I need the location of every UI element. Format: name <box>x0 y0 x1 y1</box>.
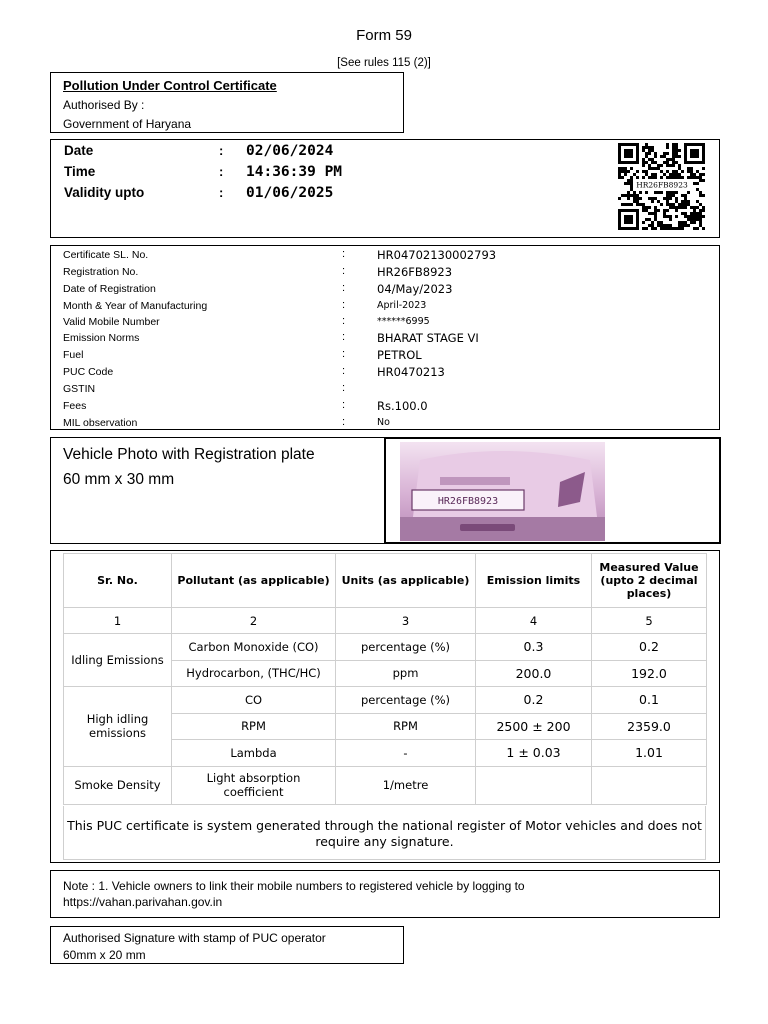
detail-row <box>63 248 703 265</box>
note-box <box>50 870 720 918</box>
detail-label: Fees <box>63 400 87 412</box>
detail-row <box>63 331 703 348</box>
detail-label: MIL observation <box>63 417 138 429</box>
measured-cell: 1.01 <box>592 740 707 767</box>
limit-cell: 200.0 <box>476 660 592 687</box>
signature-box <box>50 926 404 964</box>
table-row <box>64 766 707 804</box>
time-row <box>64 164 484 185</box>
vehicle-photo-caption: Vehicle Photo with Registration plate <box>63 446 315 463</box>
certificate-details-box <box>50 245 720 430</box>
unit-cell: RPM <box>336 713 476 740</box>
signature-size: 60mm x 20 mm <box>63 948 146 962</box>
date-time-box <box>50 139 720 238</box>
colon: : <box>342 331 346 343</box>
detail-label: GSTIN <box>63 383 96 395</box>
detail-row <box>63 399 703 416</box>
note-text: Note : 1. Vehicle owners to link their mobile numbers to registered vehicle by logging to <box>63 879 525 893</box>
detail-value: 04/May/2023 <box>377 282 453 296</box>
authority-name: Government of Haryana <box>63 117 192 131</box>
measured-cell <box>592 766 707 804</box>
column-header: Emission limits <box>476 554 592 608</box>
date-row <box>64 143 484 164</box>
unit-cell: percentage (%) <box>336 687 476 714</box>
colon: : <box>342 282 346 294</box>
detail-value: HR04702130002793 <box>377 248 497 262</box>
limit-cell: 0.3 <box>476 634 592 661</box>
qr-code <box>617 141 707 235</box>
detail-value: ******6995 <box>377 316 430 327</box>
plate-text: HR26FB8923 <box>437 496 499 507</box>
emission-group-label: High idling emissions <box>64 687 172 767</box>
detail-row <box>63 282 703 299</box>
measured-cell: 192.0 <box>592 660 707 687</box>
detail-label: Month & Year of Manufacturing <box>63 300 208 312</box>
detail-label: Certificate SL. No. <box>63 249 149 261</box>
date-label: Date <box>64 143 94 158</box>
signature-caption: Authorised Signature with stamp of PUC operator <box>63 931 326 945</box>
vehicle-photo-size: 60 mm x 30 mm <box>63 471 175 488</box>
pollutant-cell: Lambda <box>172 740 336 767</box>
vehicle-photo-box <box>50 437 720 544</box>
detail-label: Valid Mobile Number <box>63 316 160 328</box>
unit-cell: 1/metre <box>336 766 476 804</box>
validity-value: 01/06/2025 <box>246 185 334 201</box>
unit-cell: ppm <box>336 660 476 687</box>
unit-cell: percentage (%) <box>336 634 476 661</box>
pollutant-cell: Hydrocarbon, (THC/HC) <box>172 660 336 687</box>
detail-value: April-2023 <box>377 300 427 311</box>
time-value: 14:36:39 PM <box>246 164 343 180</box>
detail-value: HR0470213 <box>377 365 445 379</box>
qr-label: HR26FB8923 <box>636 180 688 190</box>
column-header: Units (as applicable) <box>336 554 476 608</box>
column-number: 4 <box>476 608 592 634</box>
detail-label: Date of Registration <box>63 283 156 295</box>
detail-row <box>63 315 703 332</box>
colon: : <box>342 265 346 277</box>
colon: : <box>342 416 346 428</box>
emission-results-box <box>50 550 720 863</box>
limit-cell: 2500 ± 200 <box>476 713 592 740</box>
pollutant-cell: CO <box>172 687 336 714</box>
table-row <box>64 634 707 661</box>
detail-label: PUC Code <box>63 366 114 378</box>
vahan-link[interactable]: https://vahan.parivahan.gov.in <box>63 894 223 909</box>
detail-row <box>63 416 703 433</box>
pollutant-cell: RPM <box>172 713 336 740</box>
emission-group-label: Idling Emissions <box>64 634 172 687</box>
detail-value: No <box>377 417 390 428</box>
unit-cell: - <box>336 740 476 767</box>
detail-value: Rs.100.0 <box>377 399 428 413</box>
validity-label: Validity upto <box>64 185 145 200</box>
detail-row <box>63 365 703 382</box>
rules-reference: [See rules 115 (2)] <box>337 57 431 69</box>
detail-label: Fuel <box>63 349 84 361</box>
colon: : <box>219 143 224 158</box>
vehicle-photo-frame <box>384 437 721 544</box>
pollutant-cell: Carbon Monoxide (CO) <box>172 634 336 661</box>
table-row <box>64 687 707 714</box>
colon: : <box>342 248 346 260</box>
colon: : <box>342 299 346 311</box>
colon: : <box>342 348 346 360</box>
column-number: 5 <box>592 608 707 634</box>
colon: : <box>342 365 346 377</box>
detail-value: HR26FB8923 <box>377 265 453 279</box>
authorised-by-label: Authorised By : <box>63 98 145 112</box>
vehicle-photo-image <box>400 442 605 541</box>
certificate-authority-box <box>50 72 404 133</box>
colon: : <box>219 164 224 179</box>
colon: : <box>342 399 346 411</box>
detail-value: PETROL <box>377 348 422 362</box>
column-header: Pollutant (as applicable) <box>172 554 336 608</box>
detail-row <box>63 299 703 316</box>
detail-row <box>63 382 703 399</box>
detail-value: BHARAT STAGE VI <box>377 331 479 345</box>
form-title: Form 59 <box>356 27 412 44</box>
date-value: 02/06/2024 <box>246 143 334 159</box>
pollutant-cell: Light absorption coefficient <box>172 766 336 804</box>
column-number: 2 <box>172 608 336 634</box>
detail-row <box>63 348 703 365</box>
colon: : <box>342 382 346 394</box>
colon: : <box>219 185 224 200</box>
detail-row <box>63 265 703 282</box>
measured-cell: 0.1 <box>592 687 707 714</box>
limit-cell: 1 ± 0.03 <box>476 740 592 767</box>
colon: : <box>342 315 346 327</box>
emission-group-label: Smoke Density <box>64 766 172 804</box>
column-header: Sr. No. <box>64 554 172 608</box>
detail-label: Registration No. <box>63 266 139 278</box>
emission-table <box>63 553 707 805</box>
system-generated-note: This PUC certificate is system generated through the national register of Motor vehicles and does not require any signature. <box>63 806 706 860</box>
certificate-title: Pollution Under Control Certificate <box>63 78 277 93</box>
limit-cell: 0.2 <box>476 687 592 714</box>
time-label: Time <box>64 164 96 179</box>
column-number: 3 <box>336 608 476 634</box>
validity-row <box>64 185 484 206</box>
limit-cell <box>476 766 592 804</box>
measured-cell: 2359.0 <box>592 713 707 740</box>
column-number: 1 <box>64 608 172 634</box>
detail-label: Emission Norms <box>63 332 140 344</box>
column-header: Measured Value (upto 2 decimal places) <box>592 554 707 608</box>
measured-cell: 0.2 <box>592 634 707 661</box>
